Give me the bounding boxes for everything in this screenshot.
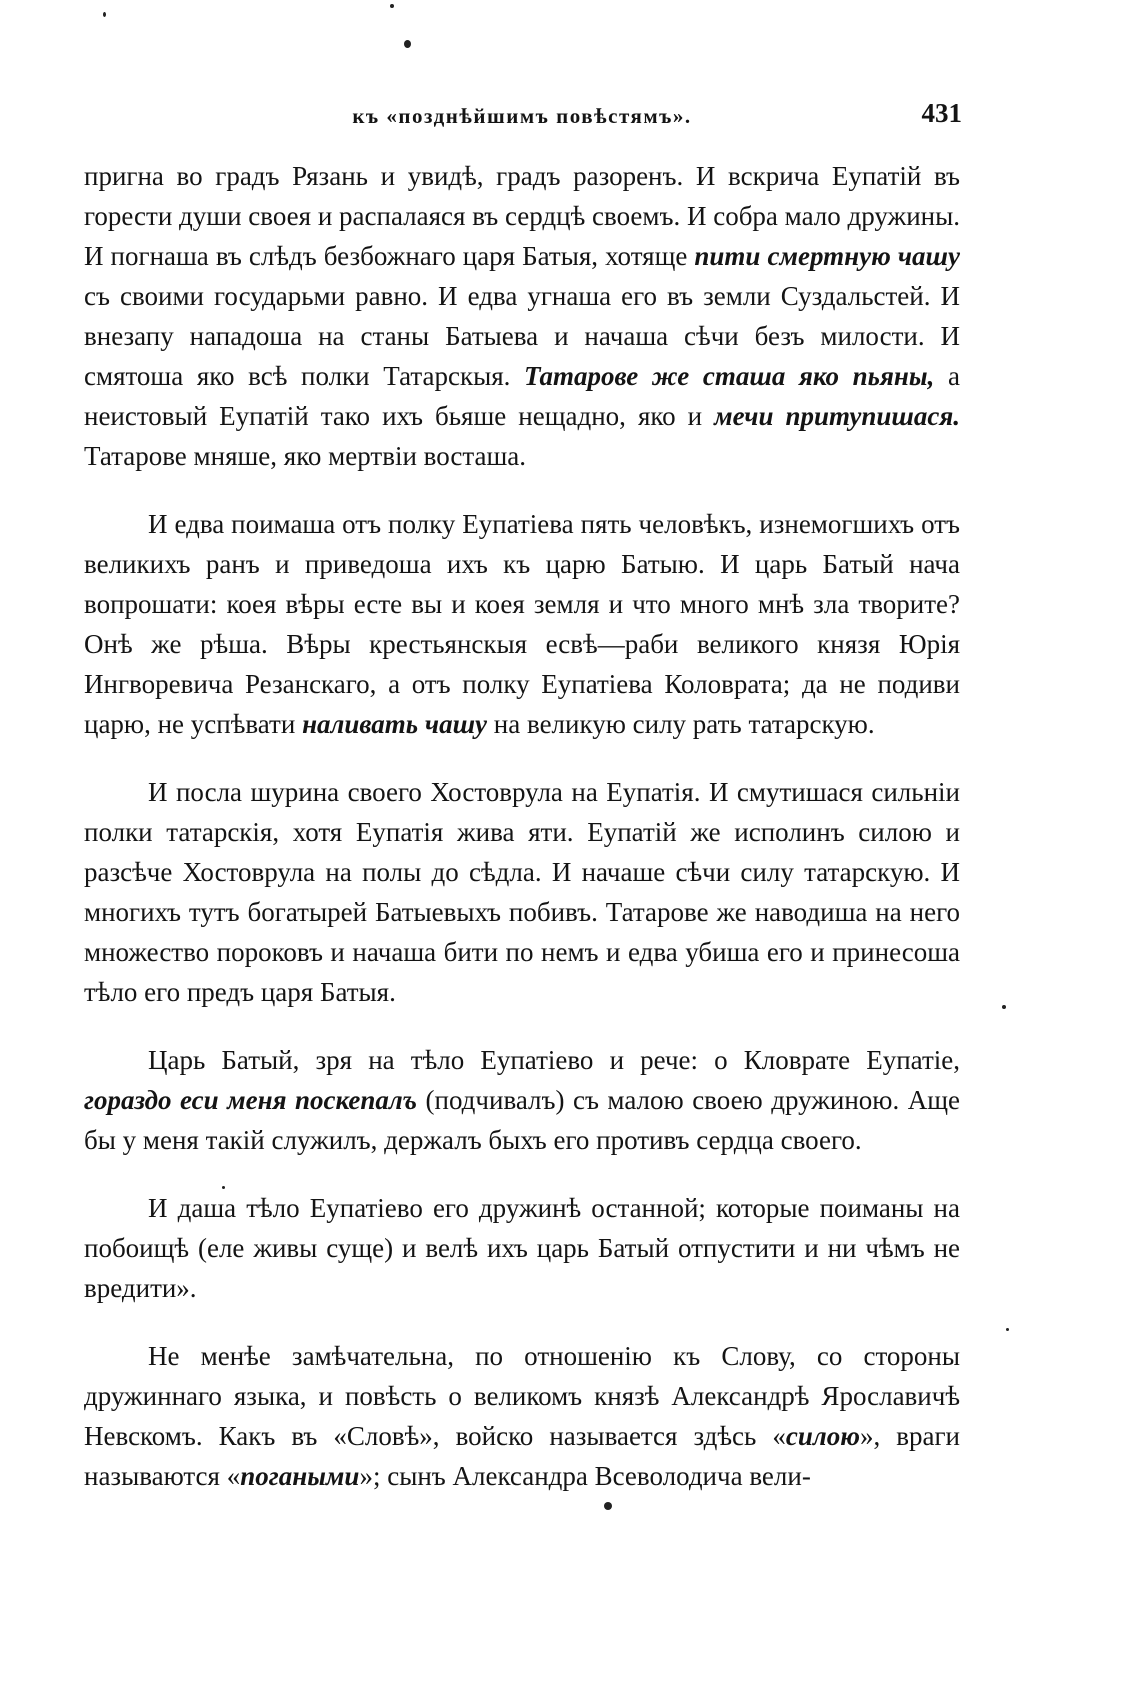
text-run: пригна во градъ Рязань и увидѣ, градъ разоренъ. И вскрича Еупатій въ горести души своея и распалаяся въ сердцѣ своемъ. И собра мало дружины. И погнаша въ слѣдъ безбожнаго царя Батыя, хотяще [84,161,960,271]
text-run: съ своими государьми равно. И едва угнаша его въ земли Суздальстей. И внезапу нападоша на станы Батыева и начаша сѣчи безъ милости. И смятоша яко всѣ полки Татарскыя. [84,281,960,391]
paragraph [84,1336,960,1496]
page-header [84,98,962,136]
paragraph [84,772,960,1012]
emphasized-text: мечи притупишася. [714,401,960,431]
emphasized-text: пити смертную чашу [694,241,960,271]
text-run: на великую силу рать татарскую. [487,709,875,739]
text-run: И едва поимаша отъ полку Еупатіева пять человѣкъ, изнемогшихъ отъ великихъ ранъ и приведоша ихъ къ царю Батыю. И царь Батый нача вопрошати: коея вѣры есте вы и коея земля и что много мнѣ зла творите? Онѣ же рѣша. Вѣры крестьянскыя есвѣ—раби великого князя Юрія Ингворевича Резанскаго, а отъ полку Еупатіева Коловрата; да не подиви царю, не успѣвати [84,509,960,739]
running-head: къ «позднѣйшимъ повѣстямъ». [352,104,692,128]
emphasized-text: Татарове же сташа яко пьяны, [524,361,935,391]
paragraph [84,156,960,476]
text-run: И посла шурина своего Хостоврула на Еупатія. И смутишася сильніи полки татарскія, хотя Еупатія жива яти. Еупатій же исполинъ силою и разсѣче Хостоврула на полы до сѣдла. И начаше сѣчи силу татарскую. И многихъ тутъ богатырей Батыевыхъ побивъ. Татарове же наводиша на него множество пороковъ и начаша бити по немъ и едва убиша его и принесоша тѣло его предъ царя Батыя. [84,777,960,1007]
text-run: а неистовый Еупатій тако ихъ бьяше нещадно, яко и [84,361,961,431]
emphasized-text: силою [785,1421,860,1451]
body-text [84,156,960,1524]
emphasized-text: гораздо еси меня поскепалъ [84,1085,418,1115]
text-run: И даша тѣло Еупатіево его дружинѣ останной; которые поиманы на побоищѣ (еле живы суще) и велѣ ихъ царь Батый отпустити и ни чѣмъ не вредити». [84,1193,960,1303]
emphasized-text: погаными [240,1461,360,1491]
book-page [84,0,960,1701]
paragraph [84,1040,960,1160]
text-run: Не менѣе замѣчательна, по отношенію къ Слову, со стороны дружиннаго языка, и повѣсть о великомъ князѣ Александрѣ Ярославичѣ Невскомъ. Какъ въ «Словѣ», войско называется здѣсь « [84,1341,960,1451]
emphasized-text: наливать чашу [302,709,488,739]
text-run: », враги называются « [84,1421,960,1491]
paragraph [84,1188,960,1308]
text-run: Татарове мняше, яко мертвіи восташа. [84,441,527,471]
text-run: Царь Батый, зря на тѣло Еупатіево и рече: о Кловрате Еупатіе, [148,1045,960,1075]
text-run: (подчивалъ) съ малою своею дружиною. Аще бы у меня такій служилъ, держалъ быхъ его противъ сердца своего. [84,1085,960,1155]
paragraph [84,504,960,744]
text-run: »; сынъ Александра Всеволодича вели- [359,1461,811,1491]
page-number: 431 [921,98,962,128]
